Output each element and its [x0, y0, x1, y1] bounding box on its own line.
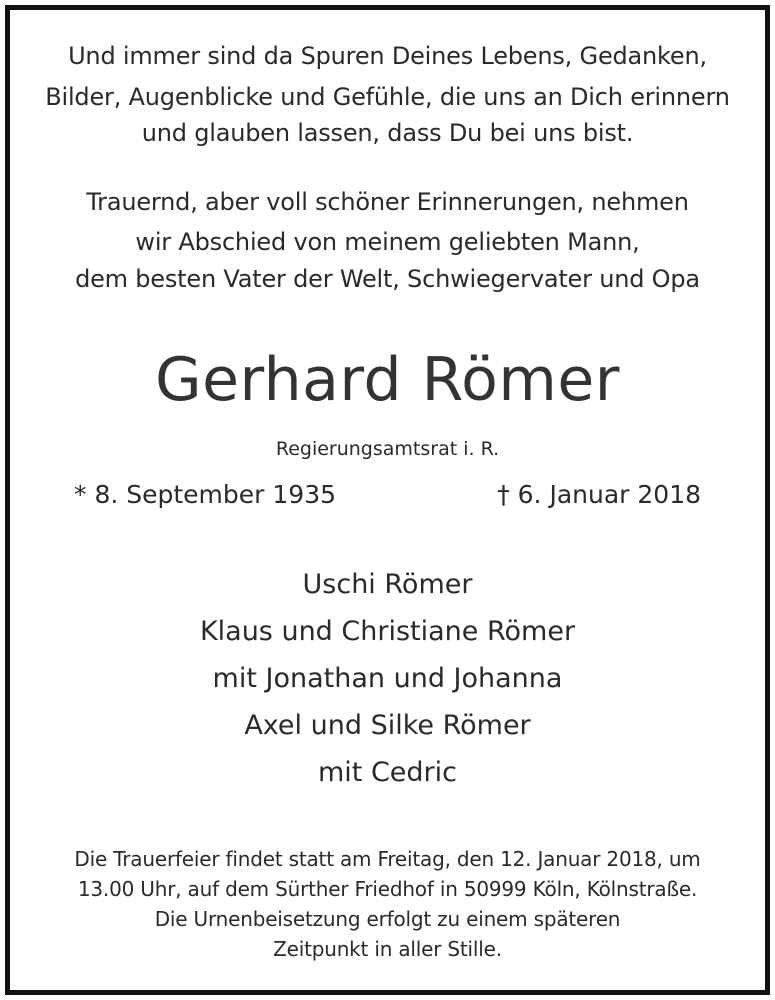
- death-date: † 6. Januar 2018: [497, 480, 701, 509]
- funeral-notice-line: 13.00 Uhr, auf dem Sürther Friedhof in 50999 Köln, Kölnstraße.: [77, 877, 698, 901]
- mourner-line: mit Jonathan und Johanna: [212, 663, 563, 694]
- verse-line: Bilder, Augenblicke und Gefühle, die uns an Dich erinnern: [45, 83, 730, 111]
- farewell-line: Trauernd, aber voll schöner Erinnerungen, nehmen: [86, 188, 689, 216]
- mourner-line: Uschi Römer: [302, 569, 473, 600]
- mourner-line: Axel und Silke Römer: [244, 710, 531, 741]
- farewell-line: dem besten Vater der Welt, Schwiegervater und Opa: [75, 265, 700, 293]
- birth-date: * 8. September 1935: [74, 480, 336, 509]
- deceased-title: Regierungsamtsrat i. R.: [275, 438, 500, 460]
- deceased-name: Gerhard Römer: [155, 345, 620, 415]
- funeral-notice-line: Die Urnenbeisetzung erfolgt zu einem späteren: [154, 907, 621, 931]
- verse-line: und glauben lassen, dass Du bei uns bist.: [141, 119, 634, 147]
- verse-line: Und immer sind da Spuren Deines Lebens, Gedanken,: [68, 42, 707, 70]
- funeral-notice-line: Zeitpunkt in aller Stille.: [273, 937, 502, 961]
- mourner-line: Klaus und Christiane Römer: [199, 616, 576, 647]
- funeral-notice-line: Die Trauerfeier findet statt am Freitag, den 12. Januar 2018, um: [74, 847, 701, 871]
- obituary-notice: [5, 5, 770, 995]
- mourner-line: mit Cedric: [317, 757, 458, 788]
- farewell-line: wir Abschied von meinem geliebten Mann,: [135, 228, 640, 256]
